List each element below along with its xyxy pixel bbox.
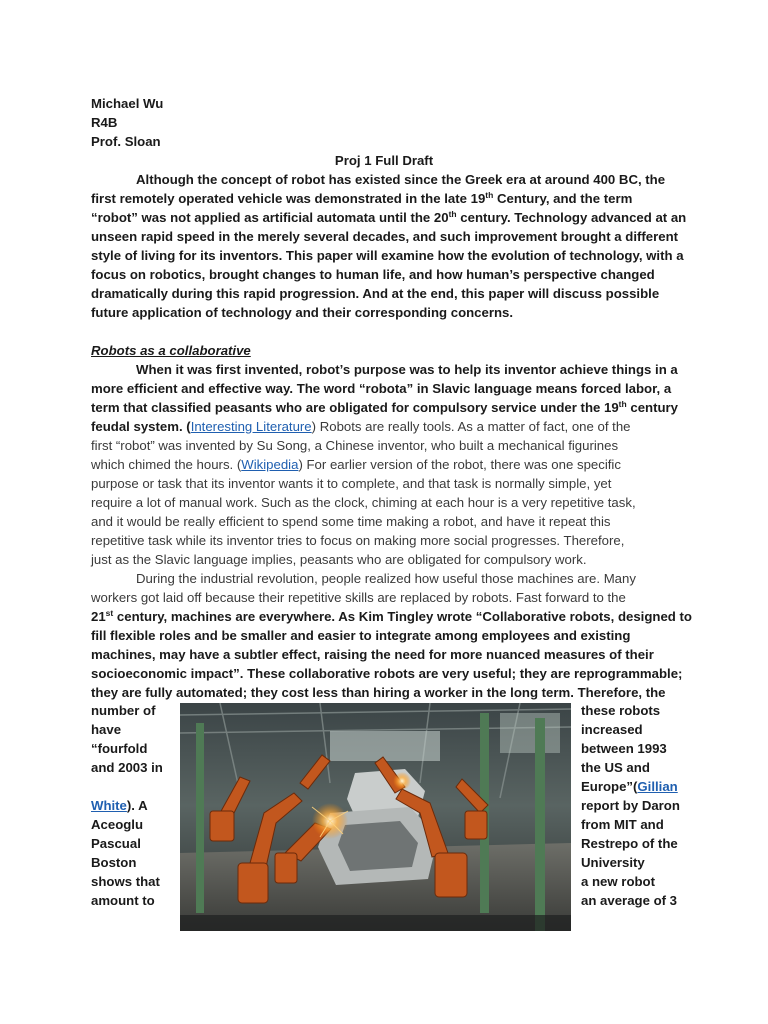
right-column-line: University: [581, 855, 645, 870]
intro-line: style of living for its inventors. This paper will examine how the evolution of technology, with a: [91, 248, 684, 263]
body-line: 21st century, machines are everywhere. As Kim Tingley wrote “Collaborative robots, designed to: [91, 608, 692, 624]
right-column-line: report by Daron: [581, 798, 680, 813]
intro-line: first remotely operated vehicle was demonstrated in the late 19th Century, and the term: [91, 190, 633, 206]
right-column-line: between 1993: [581, 741, 667, 756]
right-column-line: the US and: [581, 760, 650, 775]
body-line: just as the Slavic language implies, peasants who are obligated for compulsory work.: [91, 552, 587, 567]
right-column-line: Europe”(Gillian: [581, 779, 678, 794]
gillian-link[interactable]: Gillian: [637, 779, 678, 794]
body-line: they are fully automated; they cost less than hiring a worker in the long term. Therefore, the: [91, 685, 666, 700]
class-section: R4B: [91, 115, 118, 130]
body-line: require a lot of manual work. Such as the clock, chiming at each hour is a very repetitive task,: [91, 495, 636, 510]
left-column-line: and 2003 in: [91, 760, 163, 775]
body-line: more efficient and effective way. The word “robota” in Slavic language means forced labor, a: [91, 381, 672, 396]
professor-name: Prof. Sloan: [91, 134, 161, 149]
interesting-literature-link[interactable]: Interesting Literature: [190, 419, 312, 434]
left-column-line: Boston: [91, 855, 137, 870]
intro-line: future application of technology and their corresponding concerns.: [91, 305, 514, 320]
body-line: socioeconomic impact”. These collaborative robots are very useful; they are reprogrammable;: [91, 666, 683, 681]
left-column-line: amount to: [91, 893, 155, 908]
body-line: term that classified peasants who are obligated for compulsory service under the 19th century: [91, 399, 679, 415]
body-line: purpose or task that its inventor wants it to complete, and that task is normally simple, yet: [91, 476, 612, 491]
right-column-line: from MIT and: [581, 817, 664, 832]
right-column-line: a new robot: [581, 874, 655, 889]
body-line: workers got laid off because their repetitive skills are replaced by robots. Fast forward to the: [91, 590, 626, 605]
robot-factory-photo: [180, 703, 571, 931]
left-column-line: shows that: [91, 874, 160, 889]
intro-line: unseen rapid speed in the merely several decades, and such improvement brought a different: [91, 229, 679, 244]
body-line: machines, may have a subtler effect, raising the need for more nuanced measures of their: [91, 647, 654, 662]
left-column-line: Aceoglu: [91, 817, 144, 832]
body-line: fill flexible roles and be smaller and easier to integrate among employees and existing: [91, 628, 631, 643]
body-line: feudal system. (Interesting Literature) Robots are really tools. As a matter of fact, one of the: [91, 419, 631, 434]
intro-line: focus on robotics, brought changes to human life, and how human’s perspective changed: [91, 267, 655, 282]
body-line: first “robot” was invented by Su Song, a Chinese inventor, who built a mechanical figurines: [91, 438, 619, 453]
left-column-line: “fourfold: [91, 741, 148, 756]
section-heading: Robots as a collaborative: [91, 343, 251, 358]
body-line: which chimed the hours. (Wikipedia) For earlier version of the robot, there was one specific: [91, 457, 621, 472]
body-line: During the industrial revolution, people realized how useful those machines are. Many: [136, 571, 636, 586]
left-column-line: number of: [91, 703, 156, 718]
body-line: When it was first invented, robot’s purpose was to help its inventor achieve things in a: [136, 362, 678, 377]
right-column-line: increased: [581, 722, 643, 737]
left-column-line: White). A: [91, 798, 148, 813]
left-column-line: have: [91, 722, 122, 737]
intro-line: dramatically during this rapid progression. And at the end, this paper will discuss possible: [91, 286, 660, 301]
wikipedia-link[interactable]: Wikipedia: [241, 457, 299, 472]
right-column-line: an average of 3: [581, 893, 678, 908]
gillian-white-link[interactable]: White: [91, 798, 127, 813]
intro-line: Although the concept of robot has existed since the Greek era at around 400 BC, the: [136, 172, 666, 187]
body-line: repetitive task while its inventor tries to focus on making more social progresses. Therefore,: [91, 533, 625, 548]
right-column-line: these robots: [581, 703, 661, 718]
page-title: Proj 1 Full Draft: [334, 153, 434, 168]
right-column-line: Restrepo of the: [581, 836, 678, 851]
author-name: Michael Wu: [91, 96, 164, 111]
body-line: and it would be really efficient to spend some time making a robot, and have it repeat this: [91, 514, 611, 529]
intro-line: “robot” was not applied as artificial automata until the 20th century. Technology advanced at an: [91, 209, 687, 225]
left-column-line: Pascual: [91, 836, 141, 851]
